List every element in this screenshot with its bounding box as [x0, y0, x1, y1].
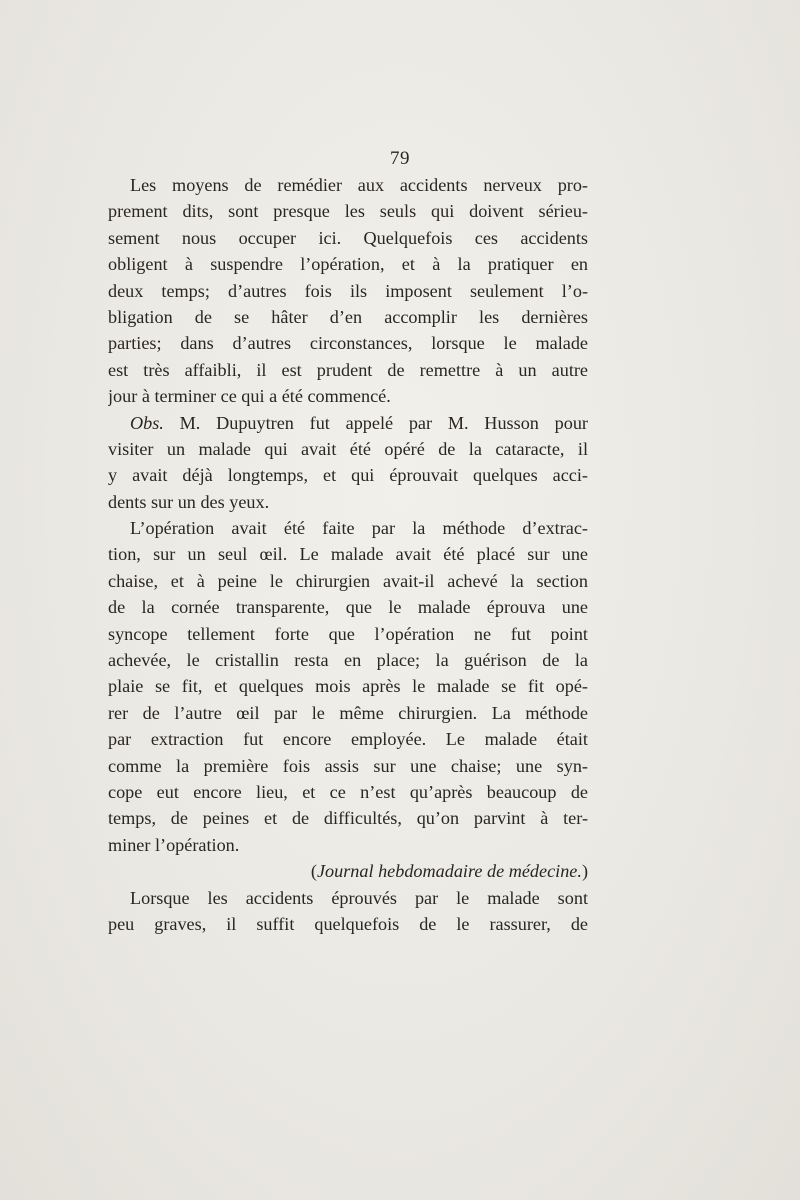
text-line: [108, 779, 588, 805]
line-text: temps, de peines et de difficultés, qu’on parvint à ter-: [108, 808, 588, 829]
line-text: visiter un malade qui avait été opéré de la cataracte, il: [108, 438, 588, 459]
text-line: [108, 805, 588, 831]
citation: [108, 858, 588, 884]
text-line: [108, 621, 588, 647]
text-line: [108, 383, 588, 409]
line-text: y avait déjà longtemps, et qui éprouvait quelques acci-: [108, 465, 588, 486]
line-text: rer de l’autre œil par le même chirurgien. La méthode: [108, 702, 588, 723]
line-text: chaise, et à peine le chirurgien avait-il achevé la section: [108, 570, 588, 591]
text-line: [108, 700, 588, 726]
line-text: plaie se fit, et quelques mois après le malade se fit opé-: [108, 676, 588, 697]
text-line: [108, 726, 588, 752]
text-line: [108, 357, 588, 383]
body-text: [108, 172, 588, 937]
line-text: dents sur un des yeux.: [108, 491, 270, 512]
line-text: peu graves, il suffit quelquefois de le rassurer, de: [108, 913, 588, 934]
line-text: Lorsque les accidents éprouvés par le malade sont: [130, 887, 588, 908]
line-text: jour à terminer ce qui a été commencé.: [108, 386, 391, 407]
line-text: deux temps; d’autres fois ils imposent seulement l’o-: [108, 280, 588, 301]
text-line: [108, 462, 588, 488]
text-line: [108, 278, 588, 304]
line-text: de la cornée transparente, que le malade éprouva une: [108, 597, 588, 618]
text-line: [108, 436, 588, 462]
line-text: est très affaibli, il est prudent de remettre à un autre: [108, 359, 588, 380]
line-text: parties; dans d’autres circonstances, lorsque le malade: [108, 333, 588, 354]
text-line: [108, 647, 588, 673]
text-line: [108, 673, 588, 699]
citation-title: Journal hebdomadaire de médecine.: [316, 861, 582, 882]
text-line: [108, 832, 588, 858]
line-text: achevée, le cristallin resta en place; la guérison de la: [108, 650, 588, 671]
line-text: comme la première fois assis sur une chaise; une syn-: [108, 755, 588, 776]
text-line: [108, 172, 588, 198]
text-line: [108, 410, 588, 436]
line-text: M. Dupuytren fut appelé par M. Husson pour: [163, 412, 588, 433]
line-text: cope eut encore lieu, et ce n’est qu’après beaucoup de: [108, 781, 588, 802]
text-line: [108, 885, 588, 911]
text-line: [108, 225, 588, 251]
text-line: [108, 330, 588, 356]
text-line: [108, 304, 588, 330]
text-line: [108, 594, 588, 620]
citation-open: (: [310, 861, 317, 882]
line-text: sement nous occuper ici. Quelquefois ces accidents: [108, 227, 588, 248]
line-text: syncope tellement forte que l’opération ne fut point: [108, 623, 588, 644]
text-line: [108, 489, 588, 515]
page-number: 79: [390, 148, 410, 169]
line-text: miner l’opération.: [108, 834, 240, 855]
citation-close: ): [581, 861, 588, 882]
line-text: bligation de se hâter d’en accomplir les dernières: [108, 306, 588, 327]
line-text: obligent à suspendre l’opération, et à la pratiquer en: [108, 254, 588, 275]
observation-label: Obs.: [130, 412, 164, 433]
line-text: L’opération avait été faite par la méthode d’extrac-: [130, 518, 588, 539]
closing-paragraph: [108, 885, 588, 938]
text-line: [108, 911, 588, 937]
line-text: Les moyens de remédier aux accidents nerveux pro-: [130, 175, 588, 195]
line-text: par extraction fut encore employée. Le malade était: [108, 729, 588, 750]
line-text: prement dits, sont presque les seuls qui doivent sérieu-: [108, 201, 588, 222]
paragraphs: [108, 172, 588, 858]
text-line: [108, 198, 588, 224]
text-line: [108, 568, 588, 594]
text-line: [108, 251, 588, 277]
text-line: [108, 515, 588, 541]
line-text: tion, sur un seul œil. Le malade avait été placé sur une: [108, 544, 588, 565]
text-line: [108, 753, 588, 779]
text-line: [108, 541, 588, 567]
